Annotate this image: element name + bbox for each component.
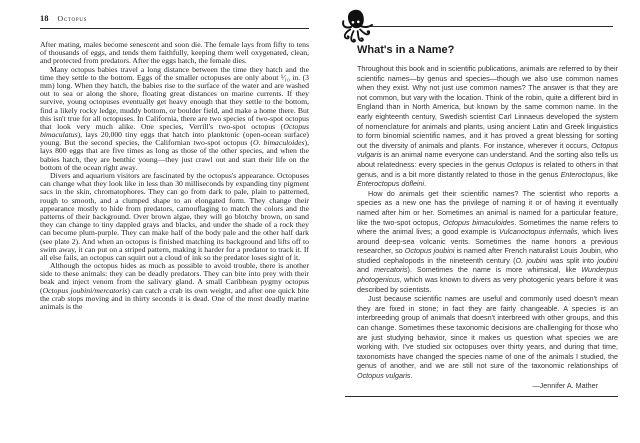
paragraph: Just because scientific names are useful and commonly used doesn't mean they are fixed in stone; in fact they are fairly changeable. A species is an interbreeding group of animals that doesn't interbreed with other groups, and this can change. Sometimes these taxonomic decisions are challenging for those who are just studying behavior, since it makes us question what species we are working with. I've studied six octopuses over thirty years, and during that time, taxonomists have changed the species name of one of the animals I studied, the genus of another, and we are still not sure of the taxonomic relationships of Octopus vulgaris. <box>357 294 618 380</box>
paragraph: Many octopus babies travel a long distance between the time they hatch and the time they settle to the bottom. Eggs of the smaller octopuses are only about ¹⁄₁₀ in. (3 mm) long. When they hatch, the babies rise to the surface of the water and are washed out to sea or along the shore, floating great distances on marine currents. If they survive, young octopuses eventually get heavy enough that they settle to the bottom, find a likely rocky ledge, muddy bottom, or boulder field, and make a home there. But this isn't true for all octopuses. In California, there are two species of two-spot octopus that look very much alike. One species, Verrill's two-spot octopus (Octopus bimaculatus), lays 20,000 tiny eggs that hatch into planktonic (open-ocean surface) young. But the second species, the Californian two-spot octopus (O. bimaculoides), lays 800 eggs that are five times as long as those of the other species, and when the babies hatch, they are benthic young—they just crawl out and start their life on the bottom of the ocean right away. <box>40 64 310 172</box>
sidebar-bottom-rule <box>345 396 618 397</box>
paragraph: Throughout this book and in scientific publications, animals are referred to by their scientific names—by genus and species—though we also use common names when they exist. Why not just use common names? The answer is that they are not common, but vary with the location. Think of the robin, quite a different bird in England than in North America, but known by the same common name. In the early eighteenth century, Swedish scientist Carl Linnaeus developed the system of nomenclature for animals and plants, using ancient Latin and Greek linguistics to form binomial scientific names, and it has proved a great blessing for sorting out the diversity of animals and plants. For instance, wherever it occurs, Octopus vulgaris is an animal name everyone can understand. And the sorting also tells us about relatedness: every species in the genus Octopus is related to others in that genus, and is a bit more distantly related to those in the genus Enteroctopus, like Enteroctopus dofleini. <box>357 64 619 189</box>
left-page <box>40 13 309 311</box>
sidebar-header <box>345 10 618 44</box>
paragraph: Divers and aquarium visitors are fascinated by the octopus's appearance. Octopuses can change what they look like in less than 30 milliseconds by expanding tiny pigment sacs in the skin, chromatophores. They can go from dark to pale, plain to patterned, rough to smooth, and a clumped shape to an elongated form. They change their appearance mostly to hide from predators, camouflaging to match the colors and the patterns of their background. Over brown algae, they will go blotchy brown, on sand they can change to tiny dappled grays and blacks, and under the shade of a rock they can become plum-purple. They can make half of the body pale and the other half dark (see plate 2). And when an octopus is finished matching its background and lifts off to swim away, it can put on a striped pattern, making it harder for a predator to track it. If all else fails, an octopus can squirt out a cloud of ink so the predator loses sight of it. <box>40 171 309 262</box>
paragraph: After mating, males become senescent and soon die. The female lays from fifty to tens of thousands of eggs, and tends them faithfully, keeping them well oxygenated, clean, and protected from predators. After the eggs hatch, the female dies. <box>40 40 309 66</box>
left-page-body <box>40 41 309 311</box>
attribution: —Jennifer A. Mather <box>532 380 598 390</box>
sidebar-body <box>357 64 618 390</box>
page-number: 18 <box>40 13 49 23</box>
sidebar-whats-in-a-name <box>345 10 618 397</box>
running-header: Octopus <box>57 14 88 23</box>
paragraph: Although the octopus hides as much as possible to avoid trouble, there is another side to these animals: they can be deadly predators. They can bite into prey with their beak and inject venom from the salivary gland. A small Caribbean pygmy octopus (Octopus joubini/mercatoris) can catch a crab its own weight, and after one quick bite the crab stops moving and in thirty seconds it is dead. One of the most deadly marine animals is the <box>40 261 309 311</box>
left-page-header <box>40 13 309 29</box>
octopus-icon <box>339 9 373 45</box>
sidebar-title: What's in a Name? <box>357 44 455 56</box>
sidebar-top-rule <box>368 26 613 27</box>
paragraph: How do animals get their scientific names? The scientist who reports a species as a new one has the privilege of naming it or of having it eventually named after him or her. Sometimes an animal is named for a particular feature, like the two-spot octopus, Octopus bimaculoides. Sometimes the name refers to where the animal lives; a good example is Vulcanoctopus infernalis, which lives around deep-sea volcanic vents. Sometimes the name honors a previous researcher, so Octopus joubini is named after French naturalist Louis Joubin, who studied cephalopods in the nineteenth century (O. joubini was split into joubini and mercatoris). Sometimes the name is more whimsical, like Wunderpus photogenicus, which was known to divers as very photogenic years before it was described by scientists. <box>357 188 618 294</box>
